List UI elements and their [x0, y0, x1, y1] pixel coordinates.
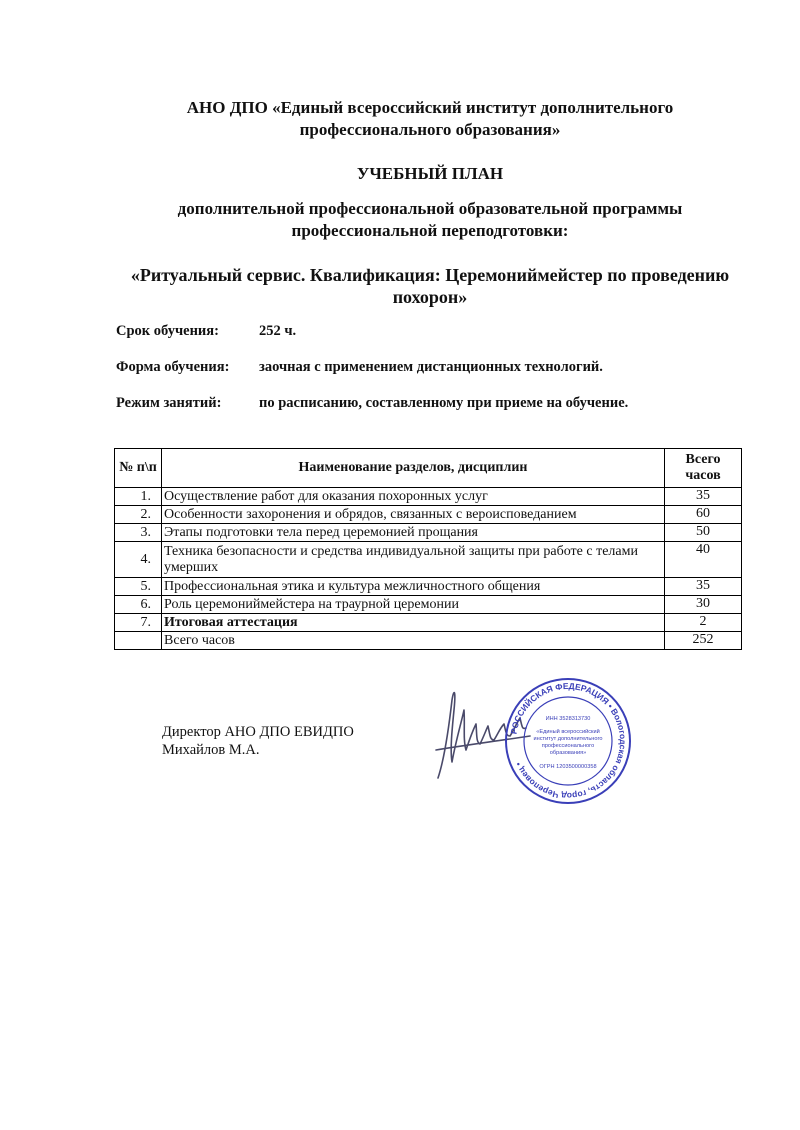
table-row [115, 542, 742, 578]
seal-outer-text: РОССИЙСКАЯ ФЕДЕРАЦИЯ • Вологодская область, город Череповец • [508, 680, 629, 802]
seal-inn: ИНН 3528313730 [545, 716, 591, 722]
table-row [115, 506, 742, 524]
total-hours: 252 [665, 632, 742, 650]
organization-name-line2: профессионального образования» [299, 120, 561, 139]
header-hours [665, 449, 742, 488]
header-hours-line2: часов [685, 468, 721, 483]
table-total-row [115, 632, 742, 650]
study-form-value: заочная с применением дистанционных технологий. [259, 359, 603, 375]
row-number: 2. [115, 506, 162, 524]
organization-name [100, 97, 760, 141]
row-hours: 50 [665, 524, 742, 542]
row-number: 7. [115, 614, 162, 632]
table-row [115, 524, 742, 542]
row-hours: 2 [665, 614, 742, 632]
header-hours-line1: Всего [685, 452, 721, 467]
row-number: 3. [115, 524, 162, 542]
study-form-row [116, 358, 603, 376]
table-row [115, 488, 742, 506]
signatory-name: Михайлов М.А. [162, 742, 260, 758]
document-subtitle-line1: дополнительной профессиональной образовательной программы [177, 199, 683, 218]
organization-seal [503, 676, 633, 806]
row-name: Итоговая аттестация [162, 614, 665, 632]
seal-center-line2: институт дополнительного [533, 736, 603, 742]
total-label: Всего часов [162, 632, 665, 650]
document-subtitle [100, 198, 760, 242]
seal-ogrn: ОГРН 1203500000358 [539, 764, 597, 770]
seal-center-line1: «Единый всероссийский [536, 729, 600, 735]
row-name: Профессиональная этика и культура межличностного общения [162, 578, 665, 596]
header-name: Наименование разделов, дисциплин [162, 449, 665, 488]
program-name-line2: похорон» [392, 287, 468, 307]
row-name: Техника безопасности и средства индивидуальной защиты при работе с телами умерших [162, 542, 665, 578]
row-number: 1. [115, 488, 162, 506]
row-number: 6. [115, 596, 162, 614]
table-row [115, 614, 742, 632]
row-hours: 60 [665, 506, 742, 524]
duration-value: 252 ч. [259, 323, 297, 339]
row-name: Особенности захоронения и обрядов, связанных с вероисповеданием [162, 506, 665, 524]
signatory-position: Директор АНО ДПО ЕВИДПО [162, 724, 354, 740]
total-number [115, 632, 162, 650]
document-title: УЧЕБНЫЙ ПЛАН [356, 164, 504, 183]
study-mode-row [116, 394, 628, 412]
row-number: 5. [115, 578, 162, 596]
seal-center-line3: профессионального [541, 743, 595, 749]
curriculum-table [114, 448, 742, 650]
seal-center-line4: образования» [549, 750, 587, 756]
row-name: Этапы подготовки тела перед церемонией прощания [162, 524, 665, 542]
signatory-block [162, 723, 354, 759]
row-hours: 40 [665, 542, 742, 578]
table-row [115, 596, 742, 614]
row-name: Осуществление работ для оказания похоронных услуг [162, 488, 665, 506]
program-name-line1: «Ритуальный сервис. Квалификация: Церемониймейстер по проведению [130, 265, 730, 285]
row-number: 4. [115, 542, 162, 578]
duration-row [116, 322, 296, 340]
study-mode-value: по расписанию, составленному при приеме на обучение. [259, 395, 629, 411]
document-subtitle-line2: профессиональной переподготовки: [291, 221, 569, 240]
row-hours: 35 [665, 578, 742, 596]
organization-name-line1: АНО ДПО «Единый всероссийский институт дополнительного [186, 98, 674, 117]
row-hours: 30 [665, 596, 742, 614]
header-number: № п\п [115, 449, 162, 488]
table-header-row [115, 449, 742, 488]
study-mode-label: Режим занятий: [116, 395, 222, 411]
row-name: Роль церемониймейстера на траурной церемонии [162, 596, 665, 614]
duration-label: Срок обучения: [116, 323, 219, 339]
study-form-label: Форма обучения: [116, 359, 230, 375]
table-row [115, 578, 742, 596]
row-hours: 35 [665, 488, 742, 506]
program-name [100, 264, 760, 308]
